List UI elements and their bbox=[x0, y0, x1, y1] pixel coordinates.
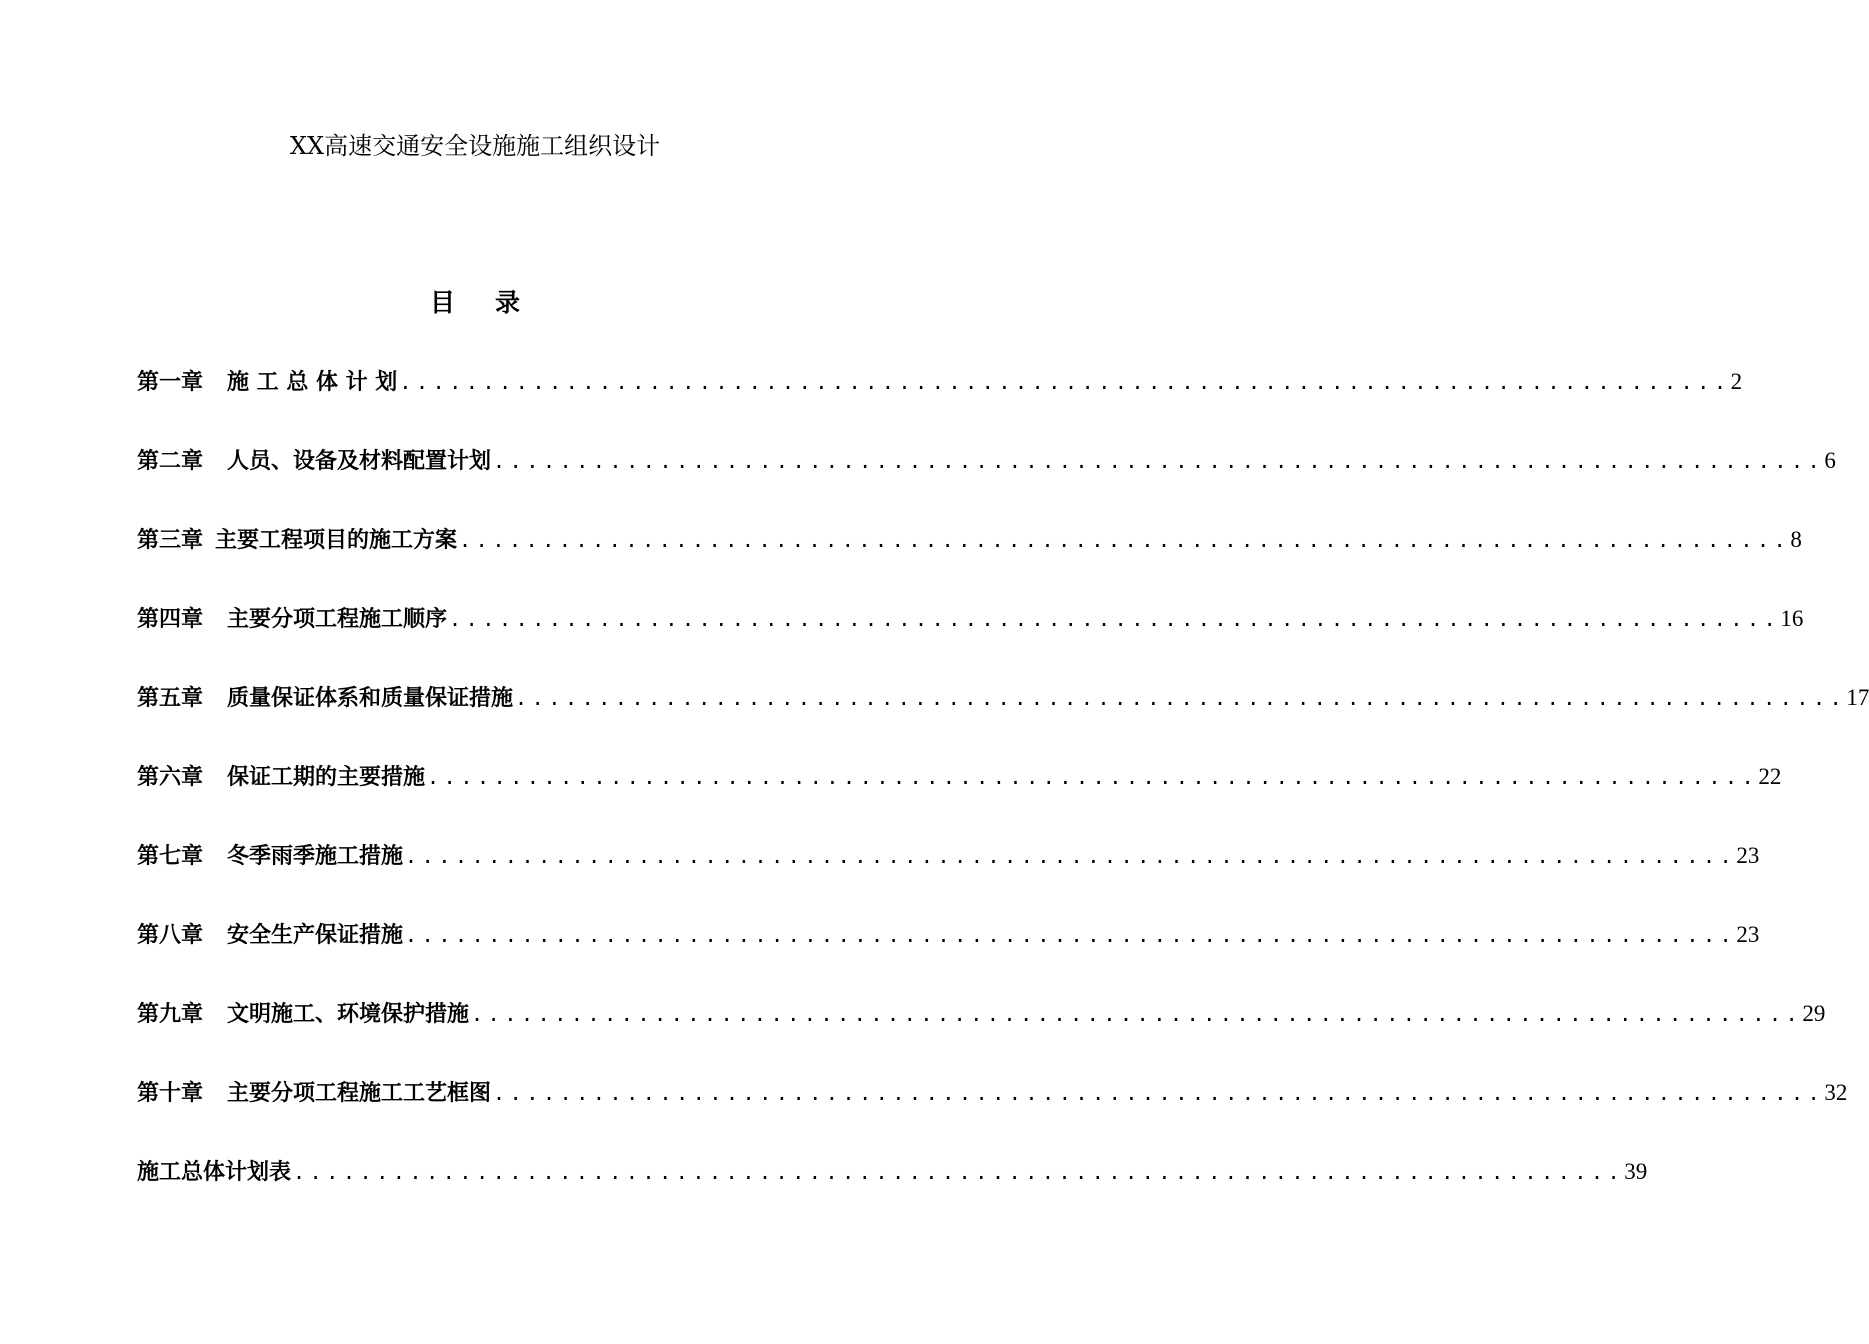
toc-item-9[interactable] bbox=[137, 994, 1826, 1073]
toc-leader: ................................................................................ bbox=[493, 449, 1825, 473]
toc-item-1[interactable] bbox=[137, 362, 1743, 441]
toc-page-number: 23 bbox=[1736, 922, 1760, 947]
toc-leader: ................................................................................ bbox=[405, 844, 1737, 868]
toc-chapter: 第一章 bbox=[137, 369, 204, 395]
toc-item-4[interactable] bbox=[137, 599, 1804, 678]
toc-item-5[interactable] bbox=[137, 678, 1869, 757]
toc-leader: ................................................................................ bbox=[449, 607, 1781, 631]
toc-page-number: 23 bbox=[1736, 843, 1760, 868]
toc-chapter: 第五章 bbox=[137, 685, 204, 711]
toc-title: 冬季雨季施工措施 bbox=[227, 843, 404, 869]
toc-item-10[interactable] bbox=[137, 1073, 1848, 1152]
toc-page-number: 39 bbox=[1624, 1159, 1648, 1184]
toc-title: 安全生产保证措施 bbox=[227, 922, 404, 948]
toc-leader: ................................................................................ bbox=[493, 1081, 1825, 1105]
toc-page-number: 32 bbox=[1824, 1080, 1848, 1105]
toc-chapter: 第十章 bbox=[137, 1080, 204, 1106]
toc-heading-right: 录 bbox=[495, 288, 521, 317]
toc-item-6[interactable] bbox=[137, 757, 1782, 836]
toc-leader: ................................................................................ bbox=[293, 1160, 1625, 1184]
toc-item-8[interactable] bbox=[137, 915, 1760, 994]
document-title: XX高速交通安全设施施工组织设计 bbox=[289, 132, 661, 160]
toc-item-3[interactable] bbox=[137, 520, 1802, 599]
toc-leader: ................................................................................ bbox=[459, 528, 1791, 552]
toc-heading bbox=[0, 283, 950, 323]
toc-leader: ................................................................................ bbox=[405, 923, 1737, 947]
toc-title: 主要工程项目的施工方案 bbox=[215, 527, 458, 553]
toc-chapter: 第七章 bbox=[137, 843, 204, 869]
toc-list bbox=[137, 362, 1869, 1231]
toc-page-number: 8 bbox=[1790, 527, 1802, 552]
toc-chapter: 第二章 bbox=[137, 448, 204, 474]
toc-chapter: 第三章 bbox=[137, 527, 204, 553]
toc-page-number: 16 bbox=[1780, 606, 1804, 631]
toc-leader: ................................................................................ bbox=[399, 370, 1731, 394]
toc-item-2[interactable] bbox=[137, 441, 1836, 520]
toc-heading-left: 目 bbox=[429, 288, 455, 317]
toc-title: 文明施工、环境保护措施 bbox=[227, 1001, 470, 1027]
toc-chapter: 第四章 bbox=[137, 606, 204, 632]
toc-leader: ................................................................................ bbox=[515, 686, 1847, 710]
toc-item-11[interactable] bbox=[137, 1152, 1648, 1231]
toc-title: 保证工期的主要措施 bbox=[227, 764, 426, 790]
toc-title: 人员、设备及材料配置计划 bbox=[227, 448, 492, 474]
toc-chapter: 第九章 bbox=[137, 1001, 204, 1027]
toc-title: 施 工 总 体 计 划 bbox=[227, 369, 398, 395]
toc-page-number: 22 bbox=[1758, 764, 1782, 789]
toc-title: 质量保证体系和质量保证措施 bbox=[227, 685, 514, 711]
toc-page-number: 6 bbox=[1824, 448, 1836, 473]
toc-title: 主要分项工程施工顺序 bbox=[227, 606, 448, 632]
toc-chapter: 第八章 bbox=[137, 922, 204, 948]
toc-page-number: 2 bbox=[1730, 369, 1743, 394]
toc-chapter: 第六章 bbox=[137, 764, 204, 790]
toc-leader: ................................................................................ bbox=[471, 1002, 1803, 1026]
toc-title: 施工总体计划表 bbox=[137, 1159, 292, 1185]
toc-leader: ................................................................................ bbox=[427, 765, 1759, 789]
toc-page-number: 17 bbox=[1846, 685, 1869, 710]
toc-title: 主要分项工程施工工艺框图 bbox=[227, 1080, 492, 1106]
toc-item-7[interactable] bbox=[137, 836, 1760, 915]
toc-page-number: 29 bbox=[1802, 1001, 1826, 1026]
